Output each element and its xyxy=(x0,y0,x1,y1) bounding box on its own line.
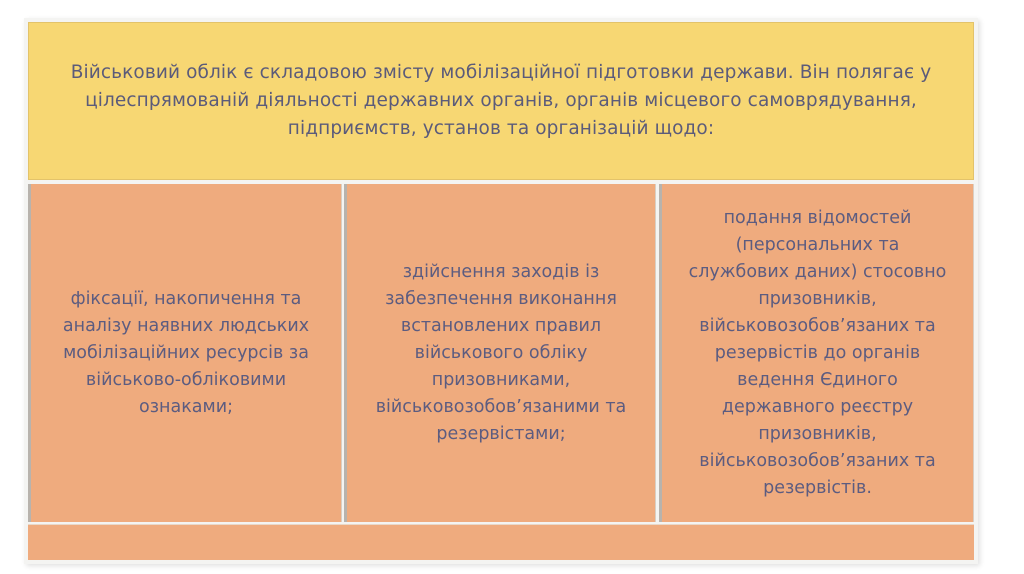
column-text-3: подання відомостей (персональних та службових даних) стосовно призовників, військовозобов’язаних та резервістів до органів ведення Єдиного державного реєстру призовників, військовозобов’язаних та резервістів. xyxy=(688,207,947,498)
column-box-1 xyxy=(28,184,342,522)
columns-container xyxy=(28,184,974,522)
column-text-1: фіксації, накопичення та аналізу наявних людських мобілізаційних ресурсів за військово-обліковими ознаками; xyxy=(62,288,310,417)
footer-bar xyxy=(28,524,974,560)
column-box-2 xyxy=(344,184,656,522)
column-box-3 xyxy=(659,184,974,522)
column-text-2: здійснення заходів із забезпечення виконання встановлених правил військового обліку призовниками, військовозобов’язаними та резервістами; xyxy=(375,261,627,444)
header-text: Військовий облік є складовою змісту мобілізаційної підготовки держави. Він полягає у цілеспрямованій діяльності державних органів, органів місцевого самоврядування, підприємств, установ та організацій щодо: xyxy=(70,62,932,139)
header-box xyxy=(28,22,974,180)
